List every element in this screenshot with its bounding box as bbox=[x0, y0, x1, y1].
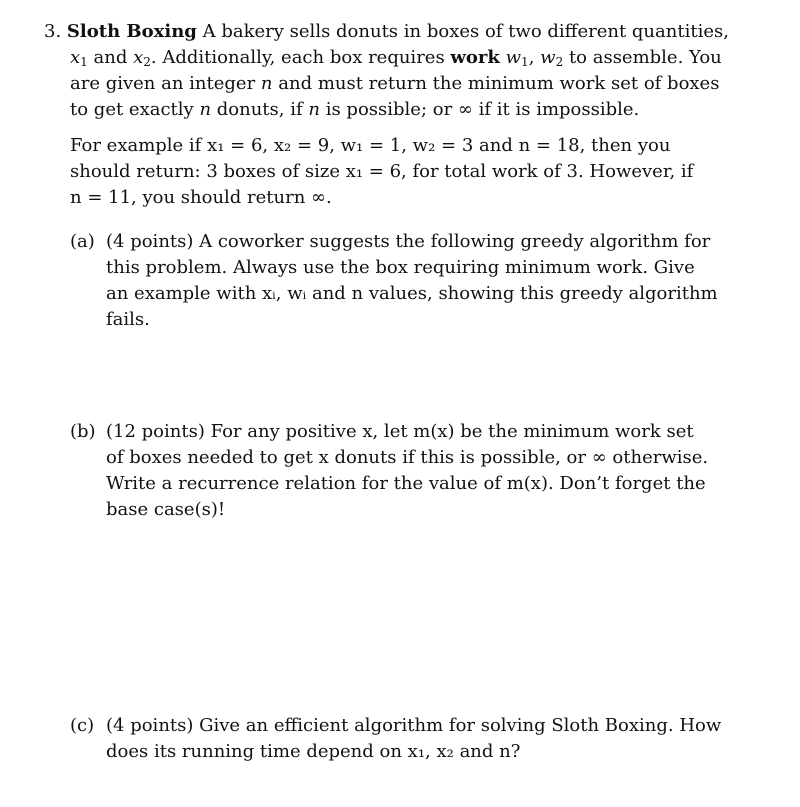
part-a-label: (a) bbox=[70, 231, 95, 252]
intro-line-4-a: to get exactly bbox=[70, 99, 194, 120]
problem-line-4 bbox=[70, 98, 639, 122]
intro-line-3-rest: and must return the minimum work set of boxes bbox=[278, 73, 720, 94]
intro-line-4-c: is possible; or ∞ if it is impossible. bbox=[325, 99, 640, 120]
example-line-1: For example if x₁ = 6, x₂ = 9, w₁ = 1, w₂ = 3 and n = 18, then you bbox=[70, 135, 671, 156]
intro-line-1: A bakery sells donuts in boxes of two different quantities, bbox=[202, 21, 729, 42]
var-n: n bbox=[199, 99, 212, 120]
part-b-line-4: base case(s)! bbox=[106, 499, 226, 520]
part-b-line-3: Write a recurrence relation for the value of m(x). Don’t forget the bbox=[106, 473, 706, 494]
problem-line-1 bbox=[44, 20, 729, 44]
part-a-line-1: (4 points) A coworker suggests the following greedy algorithm for bbox=[106, 231, 711, 252]
example-line-3: n = 11, you should return ∞. bbox=[70, 187, 332, 208]
var-n: n bbox=[260, 73, 273, 94]
problem-line-2: $x_1$ and $x_2$. Additionally, each box requires work $w_1$, $w_2$ to assemble. You bbox=[70, 47, 722, 69]
part-a-line-4: fails. bbox=[106, 309, 150, 330]
work-bold: work bbox=[450, 47, 500, 68]
intro-line-3: are given an integer bbox=[70, 73, 256, 94]
part-b-label: (b) bbox=[70, 421, 96, 442]
intro-line-2-rest: . Additionally, each box requires bbox=[150, 47, 445, 68]
var-x2: x bbox=[133, 47, 144, 68]
part-a-line-3: an example with xᵢ, wᵢ and n values, showing this greedy algorithm bbox=[106, 283, 718, 304]
var-w1: w bbox=[505, 47, 522, 68]
problem-line-3 bbox=[70, 72, 719, 96]
part-c-line-1: (4 points) Give an efficient algorithm for solving Sloth Boxing. How bbox=[106, 715, 722, 736]
part-a-line-2: this problem. Always use the box requiring minimum work. Give bbox=[106, 257, 695, 278]
part-c-label: (c) bbox=[70, 715, 95, 736]
part-b-line-1: (12 points) For any positive x, let m(x) be the minimum work set bbox=[106, 421, 694, 442]
var-w2: w bbox=[540, 47, 556, 68]
problem-number: 3. bbox=[44, 21, 62, 42]
var-n: n bbox=[308, 99, 320, 120]
intro-line-2-end: to assemble. You bbox=[568, 47, 722, 68]
intro-line-4-b: donuts, if bbox=[216, 99, 303, 120]
part-c-line-2: does its running time depend on x₁, x₂ and n? bbox=[106, 741, 521, 762]
part-b-line-2: of boxes needed to get x donuts if this is possible, or ∞ otherwise. bbox=[106, 447, 709, 468]
example-line-2: should return: 3 boxes of size x₁ = 6, for total work of 3. However, if bbox=[70, 161, 694, 182]
text-and: and bbox=[93, 47, 128, 68]
var-x1: x bbox=[70, 47, 81, 68]
problem-title: Sloth Boxing bbox=[66, 21, 197, 42]
